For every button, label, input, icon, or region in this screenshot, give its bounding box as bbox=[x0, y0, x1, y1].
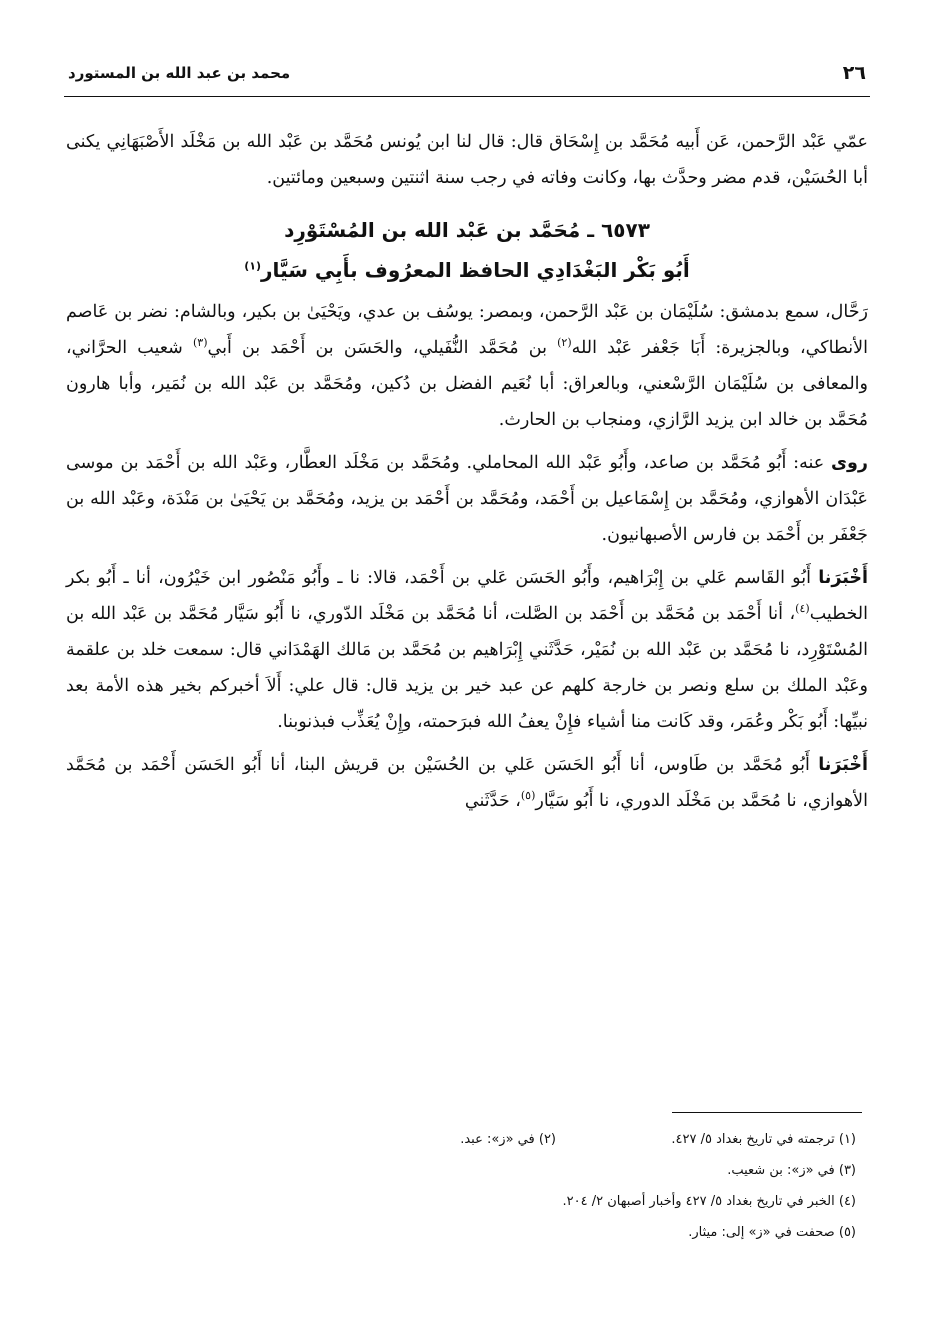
footnote-4: (٤) الخبر في تاريخ بغداد ٥/ ٤٢٧ وأخبار أصبهان ٢/ ٢٠٤. bbox=[562, 1194, 856, 1209]
entry-subheading-text: أَبُو بَكْر البَغْدَادِي الحافظ المعرُوف بأَبِي سَيَّار bbox=[261, 258, 690, 282]
paragraph-intro: عمّي عَبْد الرَّحمن، عَن أَبيه مُحَمَّد بن إِسْحَاق قال: قال لنا ابن يُونس مُحَمَّد بن عَبْد الله بن مَخْلَد الأَصْبَهَانِي يكنى أبا الحُسَيْن، قدم مضر وحدَّث بها، وكانت وفاته في رجب سنة اثنتين وسبعين ومائتين. bbox=[66, 132, 868, 188]
paragraph-report-2-part-b: ، حَدَّثَني bbox=[464, 791, 521, 811]
paragraph-teachers-part-a: رَحَّال، سمع بدمشق: سُلَيْمَان بن عَبْد الرَّحمن، وبمصر: يوسُف بن عدي، ويَحْيَىٰ بن بكير، وبالشام: نضر بن عَاصم الأنطاكي، وبالجزيرة: أَبَا جَعْفر عَبْد الله bbox=[66, 302, 868, 358]
paragraph-lead-word: أَخْبَرَنا bbox=[818, 568, 868, 588]
footnote-row bbox=[336, 1155, 856, 1186]
footnote-ref-5[interactable]: (٥) bbox=[520, 789, 536, 803]
paragraph-report-1-part-b: ، أنا أَحْمَد بن مُحَمَّد بن أَحْمَد بن الصَّلت، أنا مُحَمَّد بن مَخْلَد الدّوري، نا أَبُو سَيَّار مُحَمَّد بن عَبْد الله بن المُسْتَوْرِد، نا مُحَمَّد بن عَبْد الله بن نُمَيْر، حَدَّثَني إِبْرَاهيم بن مُحَمَّد بن مَالك الهَمْدَاني قال: سمعت خلد بن علقمة وعَبْد الملك بن سلع ونصر بن خارجة كلهم عن عبد خير بن يزيد قال: قال علي: أَلاَ أخبركم بخير هذه الأمة بعد نبيِّها: أَبُو بَكْر وعُمَر، وقد كَانت منا أشياء فإِنْ يعفُ الله فبرَحمته، وإِنْ يُعَذِّب فبذنوبنا. bbox=[66, 604, 868, 732]
footnote-ref-4[interactable]: (٤) bbox=[795, 602, 810, 616]
paragraph-report-2 bbox=[66, 747, 868, 819]
paragraph-lead-word: روى bbox=[831, 453, 868, 473]
footnote-row bbox=[336, 1186, 856, 1217]
footnote-3: (٣) في «ز»: بن شعيب. bbox=[727, 1163, 856, 1178]
footnote-divider bbox=[672, 1112, 862, 1113]
page-number: ٢٦ bbox=[842, 62, 866, 84]
footnote-2: (٢) في «ز»: عبد. bbox=[460, 1132, 556, 1147]
paragraph-lead-word: أَخْبَرَنا bbox=[818, 755, 868, 775]
entry-heading: ٦٥٧٣ ـ مُحَمَّد بن عَبْد الله بن المُسْتَوْرِد bbox=[284, 218, 650, 242]
footnote-ref-2[interactable]: (٢) bbox=[557, 336, 572, 350]
main-text bbox=[66, 124, 868, 819]
running-title: محمد بن عبد الله بن المستورد bbox=[68, 64, 291, 82]
entry-subheading bbox=[66, 250, 868, 290]
footnote-ref-1[interactable]: (١) bbox=[244, 259, 262, 273]
paragraph-report-1 bbox=[66, 560, 868, 740]
footnotes bbox=[336, 1124, 856, 1248]
paragraph-teachers-part-c: شعيب الحرَّاني، والمعافى بن سُلَيْمَان الرَّسْعني، وبالعراق: أبا نُعَيم الفضل بن دُكين، ومُحَمَّد بن عَبْد الله بن نُمَير، وأبا هارون مُحَمَّد بن خالد ابن يزيد الرَّازي، ومنجاب بن الحارث. bbox=[66, 338, 868, 430]
footnote-row bbox=[336, 1217, 856, 1248]
footnote-ref-3[interactable]: (٣) bbox=[193, 336, 208, 350]
footnote-5: (٥) صحفت في «ز» إلى: ميثار. bbox=[688, 1225, 856, 1240]
footnote-1: (١) ترجمته في تاريخ بغداد ٥/ ٤٢٧. bbox=[671, 1132, 856, 1147]
paragraph-teachers-part-b: بن مُحَمَّد النُّفَيلي، والحَسَن بن أَحْمَد بن أَبي bbox=[207, 338, 558, 358]
paragraph-students-text: عنه: أَبُو مُحَمَّد بن صاعد، وأَبُو عَبْد الله المحاملي. ومُحَمَّد بن مَخْلَد العطَّار، وعَبْد الله بن أَحْمَد بن موسى عَبْدَان الأهوازي، ومُحَمَّد بن إِسْمَاعيل بن أَحْمَد، ومُحَمَّد بن أَحْمَد بن يزيد، ومُحَمَّد بن يَحْيَىٰ بن مَنْدَة، وعَبْد الله بن جَعْفَر بن أَحْمَد بن فارس الأصبهانيون. bbox=[66, 453, 868, 545]
paragraph-report-2-part-a: أَبُو مُحَمَّد بن طَاوس، أنا أَبُو الحَسَن عَلي بن الحُسَيْن بن قريش البنا، أنا أَبُو الحَسَن أَحْمَد بن مُحَمَّد الأهوازي، نا مُحَمَّد بن مَخْلَد الدوري، نا أَبُو سَيَّار bbox=[66, 755, 868, 811]
paragraph-report-1-part-a: أَبُو القَاسم عَلي بن إِبْرَاهيم، وأَبُو الحَسَن عَلي بن أَحْمَد، قالا: نا ـ وأَبُو مَنْصُور ابن خَيْرُون، أنا ـ أَبُو بكر الخطيب bbox=[66, 568, 868, 624]
paragraph-teachers bbox=[66, 294, 868, 438]
footnote-row bbox=[336, 1124, 856, 1155]
page-header bbox=[64, 56, 870, 97]
paragraph-students bbox=[66, 445, 868, 553]
